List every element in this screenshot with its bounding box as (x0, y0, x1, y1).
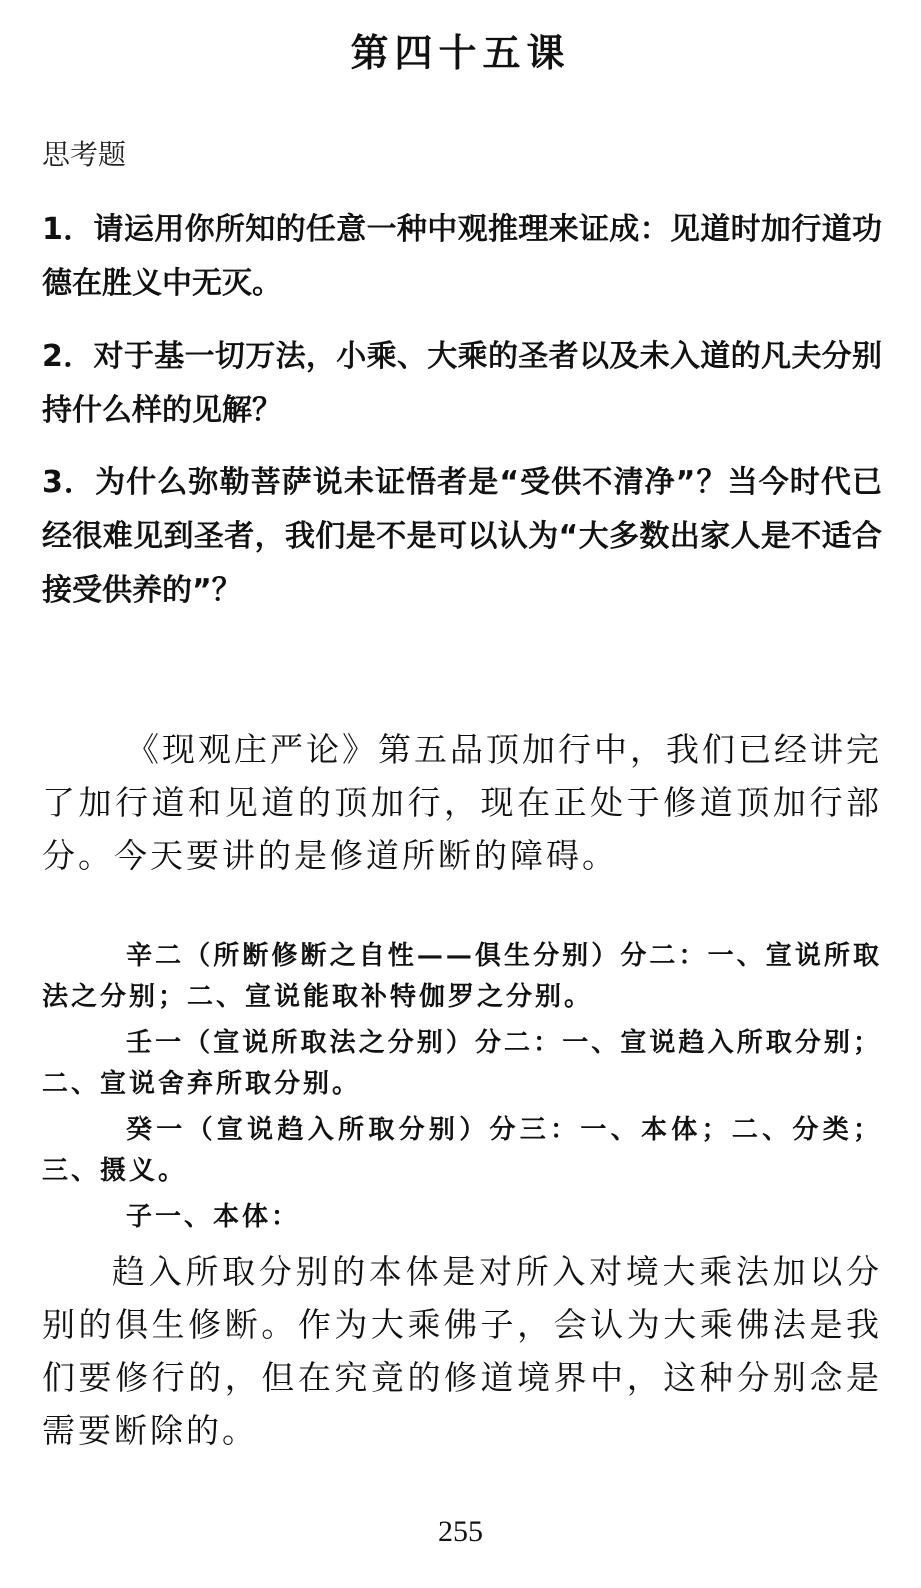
question-3: 3．为什么弥勒菩萨说未证悟者是“受供不清净”？当今时代已经很难见到圣者，我们是不是可以认为“大多数出家人是不适合接受供养的”？ (42, 465, 882, 608)
question-2: 2．对于基一切万法，小乘、大乘的圣者以及未入道的凡夫分别持什么样的见解？ (42, 339, 882, 428)
outline-heading-zi1: 子一、本体： (126, 1202, 301, 1232)
questions-heading: 思考题 (42, 138, 127, 171)
outline-heading-xin2: 辛二（所断修断之自性——俱生分别）分二：一、宣说所取法之分别；二、宣说能取补特伽罗之分别。 (42, 941, 882, 1012)
outline-heading-gui1: 癸一（宣说趋入所取分别）分三：一、本体；二、分类；三、摄义。 (42, 1115, 882, 1186)
question-1: 1．请运用你所知的任意一种中观推理来证成：见道时加行道功德在胜义中无灭。 (42, 212, 882, 301)
body-paragraph: 趋入所取分别的本体是对所入对境大乘法加以分别的俱生修断。作为大乘佛子，会认为大乘佛法是我们要修行的，但在究竟的修道境界中，这种分别念是需要断除的。 (42, 1252, 882, 1450)
page-number: 255 (438, 1515, 483, 1548)
intro-paragraph: 《现观庄严论》第五品顶加行中，我们已经讲完了加行道和见道的顶加行，现在正处于修道顶加行部分。今天要讲的是修道所断的障碍。 (42, 730, 882, 875)
lesson-title: 第四十五课 (350, 30, 571, 75)
outline-heading-ren1: 壬一（宣说所取法之分别）分二：一、宣说趋入所取分别；二、宣说舍弃所取分别。 (42, 1028, 882, 1099)
